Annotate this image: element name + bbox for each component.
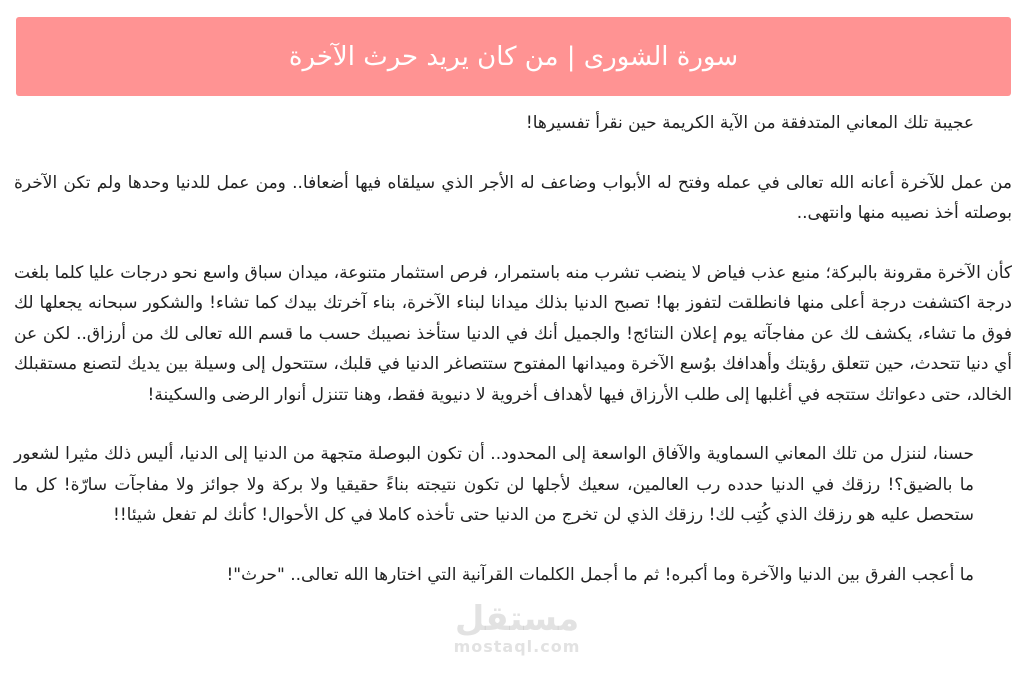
- article-body: [14, 108, 1012, 619]
- watermark-latin: mostaql.com: [453, 637, 581, 656]
- paragraph-1: عجيبة تلك المعاني المتدفقة من الآية الكريمة حين نقرأ تفسيرها!: [525, 113, 974, 133]
- page-title: سورة الشورى | من كان يريد حرث الآخرة: [288, 41, 739, 72]
- title-banner: [16, 17, 1011, 96]
- paragraph-3: كأن الآخرة مقرونة بالبركة؛ منبع عذب فياض لا ينضب تشرب منه باستمرار، فرص استثمار متنوعة، ميدان سباق واسع نحو درجات عليا كلما بلغت درجة اكتشفت درجة أعلى منها فانطلقت لتفوز بها! تصبح الدنيا بذلك ميدانا لبناء الآخرة، بناء آخرتك بيدك كما تشاء! والشكور سبحانه يجعلها لك فوق ما تشاء، يكشف لك عن مفاجآته يوم إعلان النتائج! والجميل أنك في الدنيا ستأخذ نصيبك حسب ما قسم الله تعالى لك من أرزاق.. لكن عن أي دنيا تتحدث، حين تتعلق رؤيتك وأهدافك بوُسع الآخرة وميدانها المفتوح ستتصاغر الدنيا في قلبك، ستتحول إلى وسيلة بين يديك لتصنع مستقبلك الخالد، حتى دعواتك ستتجه في أغلبها إلى طلب الأرزاق فيها لأهداف أخروية لا دنيوية فقط، وهنا تتنزل أنوار الرضى والسكينة!: [14, 262, 1012, 405]
- paragraph-5: ما أعجب الفرق بين الدنيا والآخرة وما أكبره! ثم ما أجمل الكلمات القرآنية التي اختارها الله تعالى.. "حرث"!: [226, 564, 974, 585]
- paragraph-4: حسنا، لننزل من تلك المعاني السماوية والآفاق الواسعة إلى المحدود.. أن تكون البوصلة متجهة من الدنيا إلى الدنيا، أليس ذلك مثيرا لشعور ما بالضيق؟! رزقك في الدنيا حدده رب العالمين، سعيك لأجلها لن تكون نتيجته بناءً حقيقيا ولا بركة ولا جوائز ولا مفاجآت سارّة! كل ما ستحصل عليه هو رزقك الذي كُتِب لك! رزقك الذي لن تخرج من الدنيا حتى تأخذه كاملا في كل الأحوال! كأنك لم تفعل شيئا!!: [14, 444, 974, 525]
- paragraph-2: من عمل للآخرة أعانه الله تعالى في عمله وفتح له الأبواب وضاعف له الأجر الذي سيلقاه فيها أضعافا.. ومن عمل للدنيا وحدها ولم تكن الآخرة بوصلته أخذ نصيبه منها وانتهى..: [14, 172, 1012, 223]
- watermark-arabic: مستقل: [454, 599, 580, 639]
